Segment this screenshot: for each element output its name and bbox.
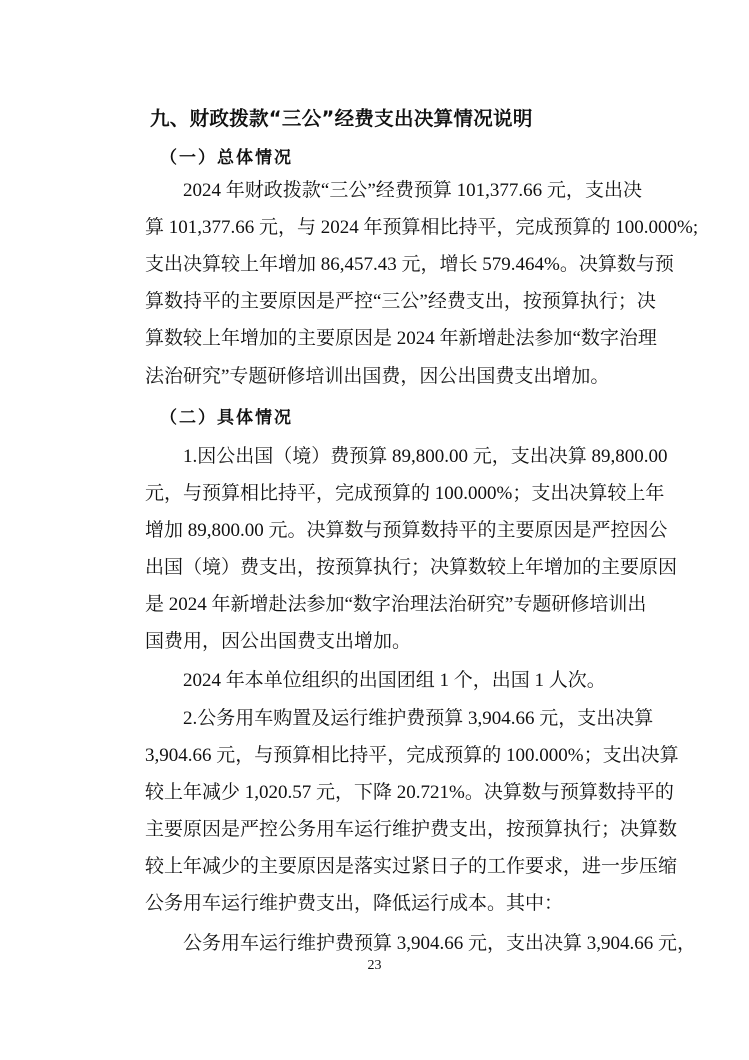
paragraph-line: 1.因公出国（境）费预算 89,800.00 元，支出决算 89,800.00	[183, 446, 668, 467]
section-heading: 九、财政拨款“三公”经费支出决算情况说明	[150, 107, 533, 130]
paragraph-line: 较上年减少的主要原因是落实过紧日子的工作要求，进一步压缩	[145, 856, 678, 877]
paragraph-line: 公务用车运行维护费支出，降低运行成本。其中：	[145, 893, 564, 914]
subsection-title-details: （二）具体情况	[160, 408, 293, 428]
paragraph-line: 法治研究”专题研修培训出国费，因公出国费支出增加。	[145, 366, 610, 387]
paragraph-line: 增加 89,800.00 元。决算数与预算数持平的主要原因是严控因公	[145, 520, 668, 541]
paragraph-line: 2024 年本单位组织的出国团组 1 个，出国 1 人次。	[183, 670, 606, 691]
paragraph-line: 是 2024 年新增赴法参加“数字治理法治研究”专题研修培训出	[145, 594, 647, 615]
paragraph-line: 算 101,377.66 元，与 2024 年预算相比持平，完成预算的 100.000%;	[145, 217, 699, 238]
page-number: 23	[367, 958, 382, 973]
paragraph-line: 2.公务用车购置及运行维护费预算 3,904.66 元，支出决算	[183, 708, 654, 729]
paragraph-line: 元，与预算相比持平，完成预算的 100.000%；支出决算较上年	[145, 483, 665, 504]
paragraph-line: 较上年减少 1,020.57 元，下降 20.721%。决算数与预算数持平的	[145, 782, 674, 803]
paragraph-line: 公务用车运行维护费预算 3,904.66 元，支出决算 3,904.66 元，	[183, 933, 697, 954]
paragraph-line: 3,904.66 元，与预算相比持平，完成预算的 100.000%；支出决算	[145, 745, 679, 766]
paragraph-line: 支出决算较上年增加 86,457.43 元，增长 579.464%。决算数与预	[145, 254, 674, 275]
paragraph-line: 算数较上年增加的主要原因是 2024 年新增赴法参加“数字治理	[145, 328, 657, 349]
paragraph-line: 出国（境）费支出，按预算执行；决算数较上年增加的主要原因	[145, 557, 678, 578]
subsection-title-overview: （一）总体情况	[160, 148, 293, 168]
paragraph-line: 2024 年财政拨款“三公”经费预算 101,377.66 元，支出决	[183, 180, 642, 201]
paragraph-line: 国费用，因公出国费支出增加。	[145, 631, 412, 652]
paragraph-line: 算数持平的主要原因是严控“三公”经费支出，按预算执行；决	[145, 291, 656, 312]
paragraph-line: 主要原因是严控公务用车运行维护费支出，按预算执行；决算数	[145, 819, 678, 840]
